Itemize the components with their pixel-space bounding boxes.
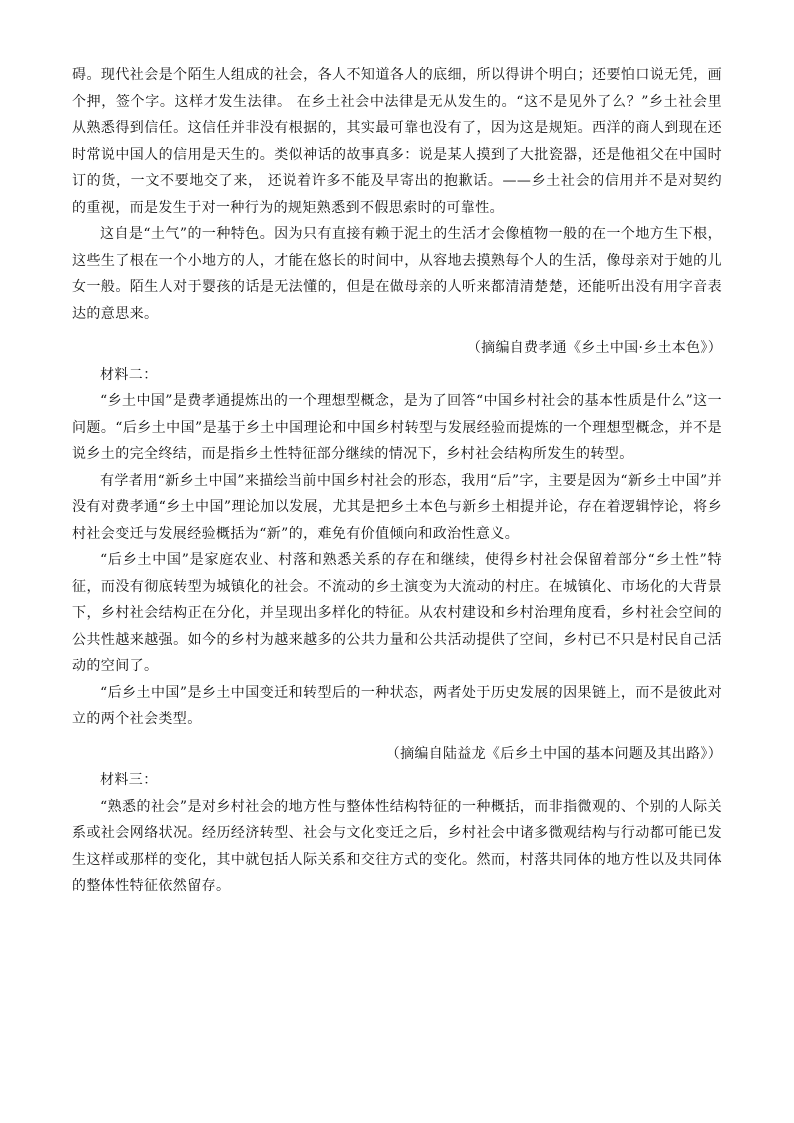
paragraph-1: 碍。现代社会是个陌生人组成的社会，各人不知道各人的底细，所以得讲个明白；还要怕口说无凭，画个押，签个字。这样才发生法律。 在乡土社会中法律是无从发生的。“这不是见外了么？”乡土社会里从熟悉得到信任。这信任并非没有根据的，其实最可靠也没有了，因为这是规矩。西洋的商人到现在还时常说中国人的信用是天生的。类似神话的故事真多：说是某人摸到了大批瓷器，还是他祖父在中国时订的货，一文不要地交了来， 还说着许多不能及早寄出的抱歉话。——乡土社会的信用并不是对契约的重视，而是发生于对一种行为的规矩熟悉到不假思索时的可靠性。 [72,67,722,216]
source-citation-2: （摘编自陆益龙《后乡土中国的基本问题及其出路》） [385,745,722,762]
paragraph-3: “乡土中国”是费孝通提炼出的一个理想型概念，是为了回答“中国乡村社会的基本性质是什么”这一问题。“后乡土中国”是基于乡土中国理论和中国乡村转型与发展经验而提炼的一个理想型概念，并不是说乡土的完全终结，而是指乡土性特征部分继续的情况下，乡村社会结构所发生的转型。 [72,393,722,462]
document-body [72,62,722,900]
paragraph-2: 这自是“土气”的一种特色。因为只有直接有赖于泥土的生活才会像植物一般的在一个地方生下根，这些生了根在一个小地方的人，才能在悠长的时间中，从容地去摸熟每个人的生活，像母亲对于她的儿女一般。陌生人对于婴孩的话是无法懂的，但是在做母亲的人听来都清清楚楚，还能听出没有用字音表达的意思来。 [72,226,722,322]
source-citation-1: （摘编自费孝通《乡土中国·乡土本色》） [466,340,722,356]
paragraph-4: 有学者用“新乡土中国”来描绘当前中国乡村社会的形态，我用“后”字，主要是因为“新乡土中国”并没有对费孝通“乡土中国”理论加以发展，尤其是把乡土本色与新乡土相提并论，存在着逻辑悖论，将乡村社会变迁与发展经验概括为“新”的，难免有价值倾向和政治性意义。 [72,472,722,542]
paragraph-5: “后乡土中国”是家庭农业、村落和熟悉关系的存在和继续，使得乡村社会保留着部分“乡土性”特征，而没有彻底转型为城镇化的社会。不流动的乡土演变为大流动的村庄。在城镇化、市场化的大背景下，乡村社会结构正在分化，并呈现出多样化的特征。从农村建设和乡村治理角度看，乡村社会空间的公共性越来越强。如今的乡村为越来越多的公共力量和公共活动提供了空间，乡村已不只是村民自己活动的空间了。 [72,552,722,674]
paragraph-6: “后乡土中国”是乡土中国变迁和转型后的一种状态，两者处于历史发展的因果链上，而不是彼此对立的两个社会类型。 [72,684,722,727]
material-3-label: 材料三： [100,772,158,788]
material-2-label: 材料二： [100,366,158,383]
paragraph-7: “熟悉的社会”是对乡村社会的地方性与整体性结构特征的一种概括，而非指微观的、个别的人际关系或社会网络状况。经历经济转型、社会与文化变迁之后，乡村社会中诸多微观结构与行动都可能已发生这样或那样的变化，其中就包括人际关系和交往方式的变化。然而，村落共同体的地方性以及共同体的整体性特征依然留存。 [72,798,722,894]
